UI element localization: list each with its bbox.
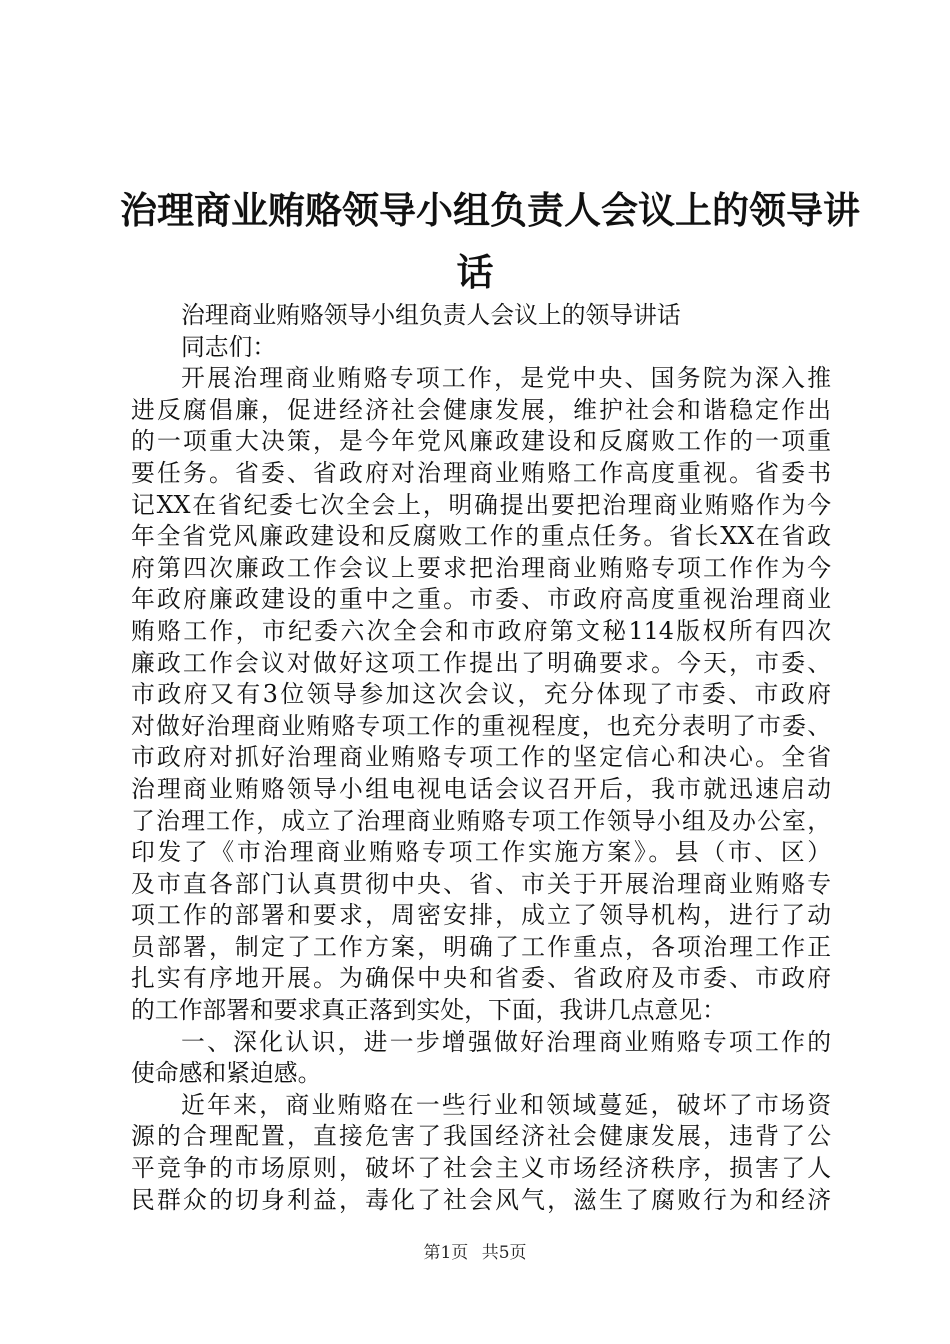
text-line: 廉政工作会议对做好这项工作提出了明确要求。今天，市委、 [131,648,831,677]
text-line: 平竞争的市场原则，破坏了社会主义市场经济秩序，损害了人 [131,1154,831,1183]
text-line: 市政府对抓好治理商业贿赂专项工作的坚定信心和决心。全省 [131,743,831,772]
text-line: 治理商业贿赂领导小组电视电话会议召开后，我市就迅速启动 [131,774,831,803]
text-line: 贿赂工作，市纪委六次全会和市政府第文秘114版权所有四次 [131,616,831,645]
text-line: 府第四次廉政工作会议上要求把治理商业贿赂专项工作作为今 [131,553,831,582]
text-line: 扎实有序地开展。为确保中央和省委、省政府及市委、市政府 [131,964,831,993]
text-line: 对做好治理商业贿赂专项工作的重视程度，也充分表明了市委、 [131,711,831,740]
text-line: 年全省党风廉政建设和反腐败工作的重点任务。省长XX在省政 [131,522,831,551]
text-line: 了治理工作，成立了治理商业贿赂专项工作领导小组及办公室， [131,806,831,835]
text-line: 进反腐倡廉，促进经济社会健康发展，维护社会和谐稳定作出 [131,395,831,424]
text-line: 项工作的部署和要求，周密安排，成立了领导机构，进行了动 [131,901,831,930]
text-line: 的工作部署和要求真正落到实处，下面，我讲几点意见： [131,996,726,1025]
text-line: 市政府又有3位领导参加这次会议，充分体现了市委、市政府 [131,680,831,709]
page-number: 第1页 [423,1243,469,1263]
text-line: 治理商业贿赂领导小组负责人会议上的领导讲话 [181,301,681,329]
text-line: 同志们： [181,332,277,361]
text-line: 一、深化认识，进一步增强做好治理商业贿赂专项工作的 [181,1027,831,1056]
page-title-continuation: 话 [456,250,494,294]
text-line: 及市直各部门认真贯彻中央、省、市关于开展治理商业贿赂专 [131,869,831,898]
text-line: 要任务。省委、省政府对治理商业贿赂工作高度重视。省委书 [131,458,831,487]
page-footer [0,1243,950,1263]
text-line: 员部署，制定了工作方案，明确了工作重点，各项治理工作正 [131,932,831,961]
text-line: 记XX在省纪委七次全会上，明确提出要把治理商业贿赂作为今 [131,490,831,519]
text-line: 年政府廉政建设的重中之重。市委、市政府高度重视治理商业 [131,585,831,614]
text-line: 近年来，商业贿赂在一些行业和领域蔓延，破坏了市场资 [181,1090,831,1119]
page-total: 共5页 [481,1243,527,1263]
text-line: 源的合理配置，直接危害了我国经济社会健康发展，违背了公 [131,1122,831,1151]
text-line: 印发了《市治理商业贿赂专项工作实施方案》。县（市、区） [131,838,831,867]
text-line: 的一项重大决策，是今年党风廉政建设和反腐败工作的一项重 [131,427,831,456]
page-title: 治理商业贿赂领导小组负责人会议上的领导讲 [120,188,860,232]
text-line: 开展治理商业贿赂专项工作，是党中央、国务院为深入推 [181,364,831,393]
text-line: 民群众的切身利益，毒化了社会风气，滋生了腐败行为和经济 [131,1185,831,1214]
text-line: 使命感和紧迫感。 [131,1059,322,1088]
document-body [131,300,831,1216]
